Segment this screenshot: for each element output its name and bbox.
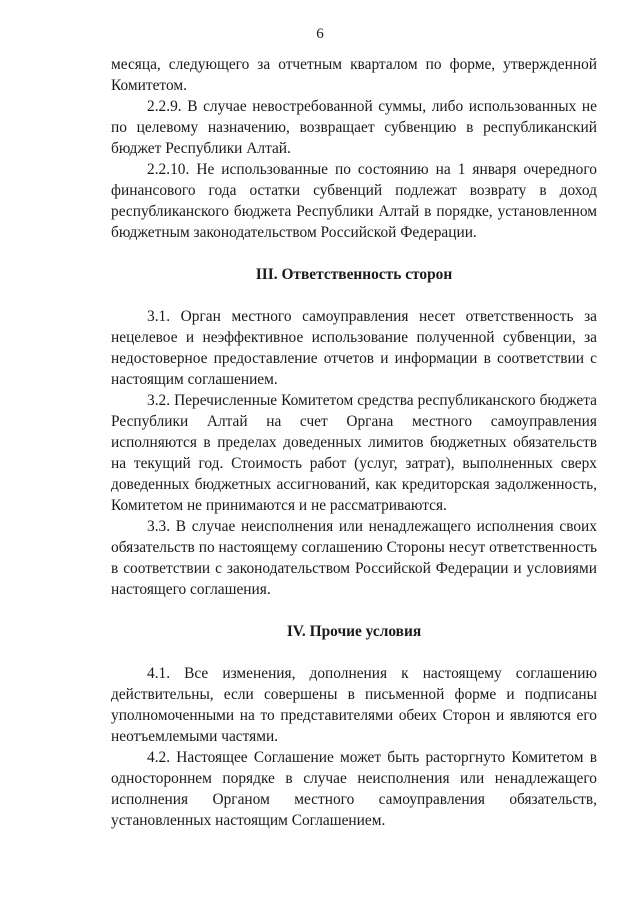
paragraph-3-1: 3.1. Орган местного самоуправления несет ответственность за нецелевое и неэффективное использование полученной субвенции, за недостоверное предоставление отчетов и информации в соответствии с настоящим соглашением. xyxy=(111,308,597,388)
spacer xyxy=(111,642,597,663)
section-heading-other-terms: IV. Прочие условия xyxy=(286,623,422,640)
document-body xyxy=(111,54,597,831)
spacer xyxy=(111,285,597,306)
page-number: 6 xyxy=(316,26,324,42)
paragraph-2-2-10: 2.2.10. Не использованные по состоянию на 1 января очередного финансового года остатки субвенций подлежат возврату в доход республиканского бюджета Республики Алтай в порядке, установленном бюджетным законодательством Российской Федерации. xyxy=(111,161,597,241)
paragraph-4-1: 4.1. Все изменения, дополнения к настоящему соглашению действительны, если совершены в письменной форме и подписаны уполномоченными на то представителями обеих Сторон и являются его неотъемлемыми частями. xyxy=(111,665,597,745)
paragraph-3-3: 3.3. В случае неисполнения или ненадлежащего исполнения своих обязательств по настоящему соглашению Стороны несут ответственность в соответствии с законодательством Российской Федерации и условиями настоящего соглашения. xyxy=(111,518,597,598)
paragraph-3-2: 3.2. Перечисленные Комитетом средства республиканского бюджета Республики Алтай на счет Органа местного самоуправления исполняются в пределах доведенных лимитов бюджетных обязательств на текущий год. Стоимость работ (услуг, затрат), выполненных сверх доведенных бюджетных ассигнований, как кредиторская задолженность, Комитетом не принимаются и не рассматриваются. xyxy=(111,392,597,514)
spacer xyxy=(111,243,597,264)
spacer xyxy=(111,600,597,621)
paragraph-2-2-9: 2.2.9. В случае невостребованной суммы, либо использованных не по целевому назначению, возвращает субвенцию в республиканский бюджет Республики Алтай. xyxy=(111,98,597,157)
paragraph-4-2: 4.2. Настоящее Соглашение может быть расторгнуто Комитетом в одностороннем порядке в случае неисполнения или ненадлежащего исполнения Органом местного самоуправления обязательств, установленных настоящим Соглашением. xyxy=(111,749,597,829)
section-heading-responsibility: III. Ответственность сторон xyxy=(255,266,453,283)
paragraph-continuation: месяца, следующего за отчетным кварталом по форме, утвержденной Комитетом. xyxy=(111,56,597,94)
